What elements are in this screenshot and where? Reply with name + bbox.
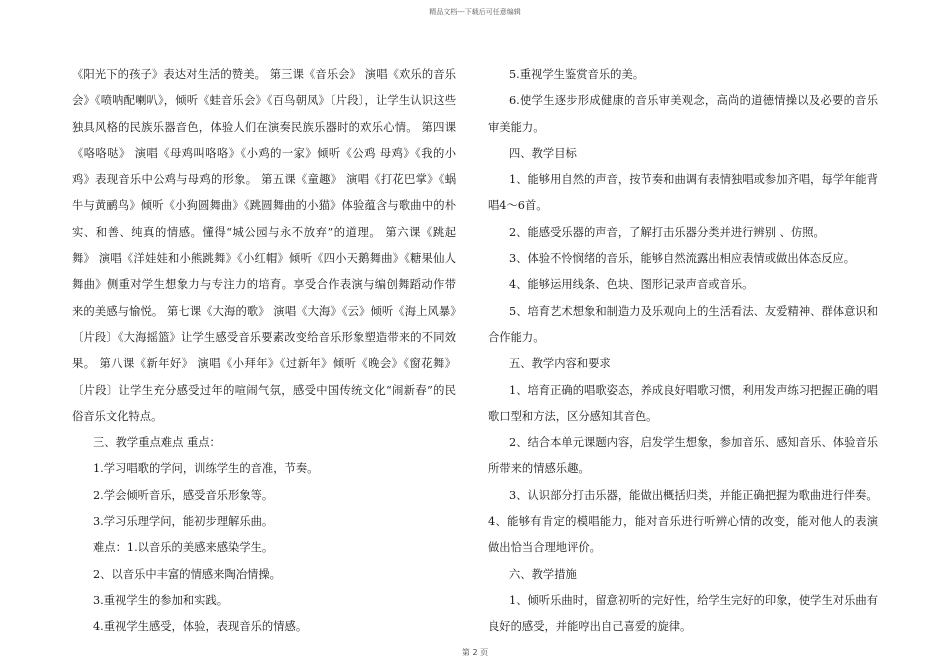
section-heading: 五、教学内容和要求 — [509, 357, 611, 371]
page-header: 精品文档---下载后可任意编辑 — [429, 8, 521, 16]
paragraph: 三、教学重点难点 重点： — [93, 436, 221, 450]
paragraph: 难点：1.以音乐的美感来感染学生。 — [93, 541, 274, 555]
paragraph: 2.学会倾听音乐，感受音乐形象等。 — [93, 488, 274, 502]
paragraph: 《阳光下的孩子》表达对生活的赞美。 第三课《音乐会》 演唱《欢乐的音乐会》《喷呐配喇叭》，倾听《蛙音乐会》《百鸟朝凤》〔片段〕，让学生认识这些独具风格的民族乐器音色，体验人们在演奏民族乐器时的欢乐心情。 第四课《咯咯哒》 演唱《母鸡叫咯咯》《小鸡的一家》倾听《公鸡 母鸡》《我的小鸡》表现音乐中公鸡与母鸡的形象。 第五课《童趣》 演唱《打花巴掌》《蜗牛与黄鹂鸟》倾听《小狗圆舞曲》《跳圆舞曲的小猫》体验蕴含与歌曲中的朴实、和善、纯真的情感。懂得“城公园与永不放弃”的道理。 第六课《跳起舞》 演唱《洋娃娃和小熊跳舞》《小红帽》倾听《四小天鹅舞曲》《糖果仙人舞曲》侧重对学生想象力与专注力的培育。享受合作表演与编创舞蹈动作带来的美感与愉悦。 第七课《大海的歌》 演唱《大海》《云》倾听《海上风暴》〔片段〕《大海摇篮》让学生感受音乐要素改变给音乐形象塑造带来的不同效果。 第八课《新年好》 演唱《小拜年》《过新年》倾听《晚会》《窗花舞》〔片段〕让学生充分感受过年的喧闹气氛，感受中国传统文化“闹新春”的民俗音乐文化特点。 — [72, 68, 456, 423]
paragraph: 2、能感受乐器的声音，了解打击乐器分类并进行辨别 、仿照。 — [509, 225, 825, 239]
paragraph: 3.重视学生的参加和实践。 — [93, 593, 229, 607]
paragraph: 5、培育艺术想象和制造力及乐观向上的生活看法、友爱精神、群体意识和合作能力。 — [488, 304, 878, 344]
paragraph: 3、体验不怜悯绪的音乐，能够自然流露出相应表情或做出体态反应。 — [509, 252, 856, 266]
paragraph: 4、能够运用线条、色块、图形记录声音或音乐。 — [509, 278, 754, 292]
paragraph: 2、以音乐中丰富的情感来陶冶情操。 — [93, 567, 281, 581]
paragraph: 2、结合本单元课题内容，启发学生想象，参加音乐、感知音乐、体验音乐所带来的情感乐趣。 — [488, 436, 878, 476]
paragraph: 1、能够用自然的声音，按节奏和曲调有表情独唱或参加齐唱，每学年能背唱4～6首。 — [488, 173, 878, 213]
paragraph: 3.学习乐理学问，能初步理解乐曲。 — [93, 515, 274, 529]
paragraph: 4、能够有肯定的模唱能力，能对音乐进行听辨心情的改变，能对他人的表演做出恰当合理地评价。 — [488, 515, 878, 555]
section-heading: 六、教学措施 — [509, 567, 577, 581]
section-heading: 四、教学目标 — [509, 146, 577, 160]
right-column — [488, 62, 878, 641]
left-column — [72, 62, 456, 641]
paragraph: 3、认识部分打击乐器，能做出概括归类，并能正确把握为歌曲进行伴奏。 — [509, 488, 878, 502]
paragraph: 1.学习唱歌的学问，训练学生的音准，节奏。 — [93, 462, 319, 476]
paragraph: 1、培育正确的唱歌姿态，养成良好唱歌习惯，利用发声练习把握正确的唱歌口型和方法，区分感知其音色。 — [488, 383, 878, 423]
paragraph: 1、倾听乐曲时，留意初听的完好性，给学生完好的印象，使学生对乐曲有良好的感受，并能哼出自己喜爱的旋律。 — [488, 593, 878, 634]
paragraph: 5.重视学生鉴赏音乐的美。 — [509, 68, 645, 81]
paragraph: 6.使学生逐步形成健康的音乐审美观念，高尚的道德情操以及必要的音乐审美能力。 — [488, 94, 878, 134]
paragraph: 4.重视学生感受，体验，表现音乐的情感。 — [93, 620, 308, 634]
page-number: 第 2 页 — [461, 648, 489, 657]
